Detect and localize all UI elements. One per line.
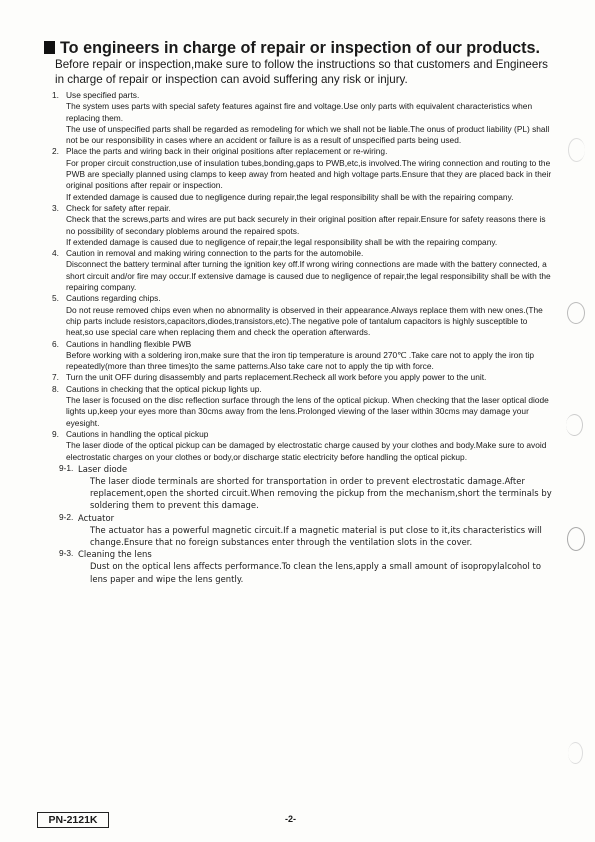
sub-item-heading: Laser diode xyxy=(78,463,128,474)
item-heading: Turn the unit OFF during disassembly and parts replacement.Recheck all work before you apply power to the unit. xyxy=(66,372,487,383)
punch-hole-mark xyxy=(568,742,583,764)
punch-hole-mark xyxy=(566,414,583,436)
item-number: 2. xyxy=(52,146,59,157)
item-heading: Use specified parts. xyxy=(66,90,140,100)
sub-item-number: 9-2. xyxy=(59,511,74,522)
bullet-square-icon xyxy=(44,41,55,54)
list-item xyxy=(52,90,554,146)
sub-item-heading: Actuator xyxy=(78,512,115,523)
item-number: 4. xyxy=(52,248,59,259)
item-number: 6. xyxy=(52,338,59,349)
sub-item-text: The laser diode terminals are shorted for transportation in order to prevent electrostatic damage.After replacement,open the shorted circuit.When removing the pickup from the mechanism,short the terminals by soldering them to prevent this damage. xyxy=(90,476,552,511)
item-paragraph: Check that the screws,parts and wires are put back securely in their original position after repair.Ensure for safety reasons there is no possibility of secondary ploblems around the repaired spots. xyxy=(66,214,546,236)
item-paragraph: Before working with a soldering iron,make sure that the iron tip temperature is around 270℃ .Take care not to apply the iron tip repeatedly(more than three times)to the same patterns.Also take care not to apply the tip with force. xyxy=(66,349,535,372)
item-heading: Place the parts and wiring back in their original positions after replacement or re-wiring. xyxy=(66,146,388,157)
item-paragraph: The laser diode of the optical pickup can be damaged by electrostatic charge caused by your clothes and body.Make sure to avoid electrostatic charges on your clothes or body,or discharge static electricity before handling the optical pickup. xyxy=(66,440,547,462)
sub-item-number: 9-1. xyxy=(59,462,74,473)
list-item xyxy=(52,248,554,293)
list-item xyxy=(52,203,554,248)
page-title-text: To engineers in charge of repair or inspection of our products. xyxy=(60,39,540,57)
item-heading: Cautions in checking that the optical pickup lights up. xyxy=(66,383,262,394)
list-item xyxy=(52,384,554,429)
list-item xyxy=(52,339,554,373)
list-item xyxy=(52,293,554,338)
item-number: 8. xyxy=(52,383,59,394)
item-heading: Cautions regarding chips. xyxy=(66,293,161,304)
item-paragraph: Disconnect the battery terminal after turning the ignition key off.If wrong wiring connections are made with the battery connected, a short circuit and/or fire may occur.If extensive damage is caused due to negligence of repair,the legal responsibility shall be with the repairing company. xyxy=(66,259,551,293)
sub-item-text: Dust on the optical lens affects performance.To clean the lens,apply a small amount of isopropylalcohol to lens paper and wipe the lens gently. xyxy=(90,561,542,584)
item-number: 3. xyxy=(52,202,59,213)
model-number: PN-2121K xyxy=(37,812,109,828)
item-heading: Cautions in handling the optical pickup xyxy=(66,428,209,439)
punch-hole-mark xyxy=(567,302,585,324)
item-paragraph: For proper circuit construction,use of insulation tubes,bonding,gaps to PWB,etc,is involved.The wiring connection and routing to the PWB are specially planned using clamps to keep away from heated and high voltage parts.Ensure that they are placed back in their original positions after repair or inspection. xyxy=(66,157,552,191)
item-paragraph: The system uses parts with special safety features against fire and voltage.Use only parts with equivalent characteristics when replacing them. xyxy=(66,101,533,123)
list-item xyxy=(52,146,554,202)
sub-item xyxy=(52,512,554,549)
sub-item xyxy=(52,548,554,585)
punch-hole-mark xyxy=(568,138,585,162)
item-heading: Caution in removal and making wiring connection to the parts for the automobile. xyxy=(66,248,364,259)
sub-item-heading: Cleaning the lens xyxy=(78,549,152,560)
item-heading: Cautions in handling flexible PWB xyxy=(66,338,192,349)
item-paragraph: The use of unspecified parts shall be regarded as remodeling for which we shall not be liable.The onus of product liability (PL) shall not be our responsibility in cases where an accident or failure is as a result of unspecified parts being used. xyxy=(66,123,550,146)
sub-item-text: The actuator has a powerful magnetic circuit.If a magnetic material is put close to it,its characteristics will change.Ensure that no foreign substances enter through the ventilation slots in the cover. xyxy=(90,524,542,548)
item-number: 1. xyxy=(52,90,59,100)
page-number: -2- xyxy=(285,814,296,824)
sub-item-number: 9-3. xyxy=(59,548,74,559)
item-paragraph: If extended damage is caused due to negligence of repair,the legal responsibility shall be with the repairing company. xyxy=(66,236,498,247)
item-paragraph: If extended damage is caused due to negligence during repair,the legal responsibility shall be with the repairing company. xyxy=(66,191,514,202)
item-number: 7. xyxy=(52,372,59,383)
item-heading: Check for safety after repair. xyxy=(66,202,171,213)
intro-paragraph: Before repair or inspection,make sure to follow the instructions so that customers and Engineers in charge of repair or inspection can avoid suffering any risk or injury. xyxy=(55,58,548,86)
item-paragraph: Do not reuse removed chips even when no abnormality is observed in their appearance.Always replace them with new ones.(The chip parts include resistors,capacitors,diodes,transistors,etc).The negative pole of tantalum capacitors is highly susceptible to heat,so use special care when replacing them and check the operation afterwards. xyxy=(66,304,543,338)
list-item xyxy=(52,429,554,463)
item-number: 9. xyxy=(52,428,59,439)
item-number: 5. xyxy=(52,293,59,304)
page-title xyxy=(44,38,564,58)
instructions-list xyxy=(52,90,554,585)
sub-item xyxy=(52,463,554,512)
item-paragraph: The laser is focused on the disc reflection surface through the lens of the optical pickup. When checking that the laser optical diode lights up,keep your eyes more than 30cms away from the lens.Prolonged viewing of the laser within 30cms may damage your eyesight. xyxy=(66,395,549,428)
punch-hole-mark xyxy=(567,527,585,551)
list-item xyxy=(52,372,554,383)
